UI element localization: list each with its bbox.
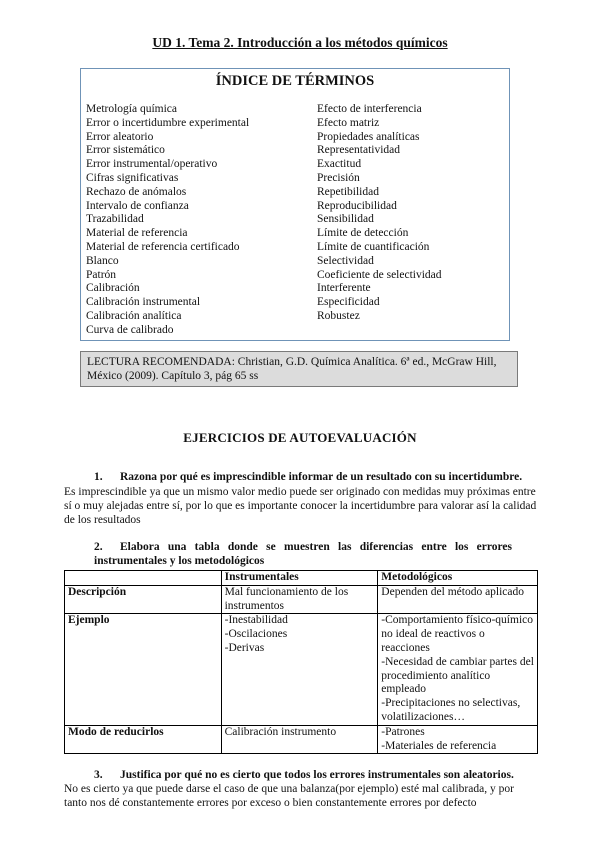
terms-list-right <box>317 103 507 324</box>
cell-metodologicos <box>378 585 538 614</box>
term-item: Repetibilidad <box>317 185 379 198</box>
term-item: Efecto matriz <box>317 116 380 129</box>
question-1-text: Razona por qué es imprescindible informar de un resultado con su incertidumbre. <box>120 471 523 483</box>
cell-instrumentales <box>221 725 378 754</box>
term-item: Curva de calibrado <box>86 323 174 336</box>
term-item: Coeficiente de selectividad <box>317 268 442 281</box>
question-3 <box>94 769 514 783</box>
term-item: Intervalo de confianza <box>86 199 189 212</box>
question-2 <box>94 541 512 568</box>
term-item: Precisión <box>317 171 360 184</box>
cell-line: -Precipitaciones no selectivas, volatilizaciones… <box>381 697 521 723</box>
term-item: Interferente <box>317 282 371 295</box>
answer-1: Es imprescindible ya que un mismo valor medio puede ser originado con medidas muy próximas entre sí o muy alejadas entre sí, por lo que es importante conocer la incertidumbre para valorar así la calidad de los resultados <box>64 486 537 526</box>
question-1 <box>94 471 522 485</box>
term-item: Metrología química <box>86 103 178 115</box>
table-header-row <box>65 571 538 586</box>
term-item: Cifras significativas <box>86 171 179 184</box>
row-label: Modo de reducirlos <box>65 725 222 754</box>
terms-list-left <box>86 103 314 338</box>
row-label: Ejemplo <box>65 614 222 725</box>
cell-instrumentales <box>221 585 378 614</box>
table-row <box>65 614 538 725</box>
term-item: Error instrumental/operativo <box>86 158 218 171</box>
table-row <box>65 585 538 614</box>
term-item: Error sistemático <box>86 144 165 157</box>
term-item: Efecto de interferencia <box>317 103 422 115</box>
term-item: Patrón <box>86 268 117 281</box>
term-item: Límite de detección <box>317 227 409 240</box>
answer-3: No es cierto ya que puede darse el caso de que una balanza(por ejemplo) esté mal calibrada, y por tanto nos dé constantemente errores por exceso o bien constantemente errores por defecto <box>64 783 514 809</box>
question-2-text: Elabora una tabla donde se muestren las diferencias entre los errores instrumentales y los metodológicos <box>94 541 512 567</box>
term-item: Trazabilidad <box>86 213 144 226</box>
cell-line: -Necesidad de cambiar partes del procedimiento analítico empleado <box>381 655 534 696</box>
cell-line: Calibración instrumento <box>224 725 337 738</box>
term-item: Especificidad <box>317 296 380 309</box>
differences-table <box>64 570 538 754</box>
recommended-reading: LECTURA RECOMENDADA: Christian, G.D. Química Analítica. 6ª ed., McGraw Hill, México (2009). Capítulo 3, pág 65 ss <box>80 351 518 387</box>
term-item: Rechazo de anómalos <box>86 185 187 198</box>
cell-line: -Patrones <box>381 725 425 738</box>
term-item: Material de referencia certificado <box>86 240 240 253</box>
term-item: Error aleatorio <box>86 130 154 143</box>
terms-index-box <box>80 68 510 341</box>
term-item: Selectividad <box>317 254 374 267</box>
page-title: UD 1. Tema 2. Introducción a los métodos químicos <box>152 35 448 50</box>
cell-line: Dependen del método aplicado <box>381 585 525 598</box>
cell-line: -Comportamiento físico-químico no ideal de reactivos o reacciones <box>381 614 533 654</box>
exercises-title: EJERCICIOS DE AUTOEVALUACIÓN <box>183 430 417 445</box>
question-2-number: 2. <box>94 541 103 553</box>
term-item: Representatividad <box>317 144 401 157</box>
cell-line: -Materiales de referencia <box>381 739 497 752</box>
question-1-number: 1. <box>94 471 103 483</box>
cell-line: -Derivas <box>224 641 265 654</box>
cell-instrumentales <box>221 614 378 725</box>
term-item: Robustez <box>317 309 360 322</box>
cell-line: -Inestabilidad <box>224 614 288 627</box>
index-heading: ÍNDICE DE TÉRMINOS <box>215 73 375 89</box>
term-item: Calibración analítica <box>86 309 182 322</box>
row-label: Descripción <box>65 585 222 614</box>
cell-metodologicos <box>378 614 538 725</box>
term-item: Error o incertidumbre experimental <box>86 116 250 129</box>
table-row <box>65 725 538 754</box>
term-item: Límite de cuantificación <box>317 240 430 253</box>
term-item: Blanco <box>86 254 119 267</box>
cell-line: Mal funcionamiento de los instrumentos <box>224 585 349 612</box>
question-3-number: 3. <box>94 769 103 781</box>
term-item: Reproducibilidad <box>317 199 397 212</box>
term-item: Propiedades analíticas <box>317 130 420 143</box>
term-item: Sensibilidad <box>317 213 374 226</box>
table-header-metodologicos: Metodológicos <box>378 571 538 586</box>
term-item: Calibración <box>86 282 140 295</box>
table-header-instrumentales: Instrumentales <box>221 571 378 586</box>
cell-metodologicos <box>378 725 538 754</box>
cell-line: -Oscilaciones <box>224 628 288 641</box>
term-item: Calibración instrumental <box>86 296 201 309</box>
question-3-text: Justifica por qué no es cierto que todos los errores instrumentales son aleatorios. <box>120 769 514 781</box>
term-item: Material de referencia <box>86 227 188 240</box>
table-header-empty <box>65 571 222 586</box>
term-item: Exactitud <box>317 158 362 171</box>
